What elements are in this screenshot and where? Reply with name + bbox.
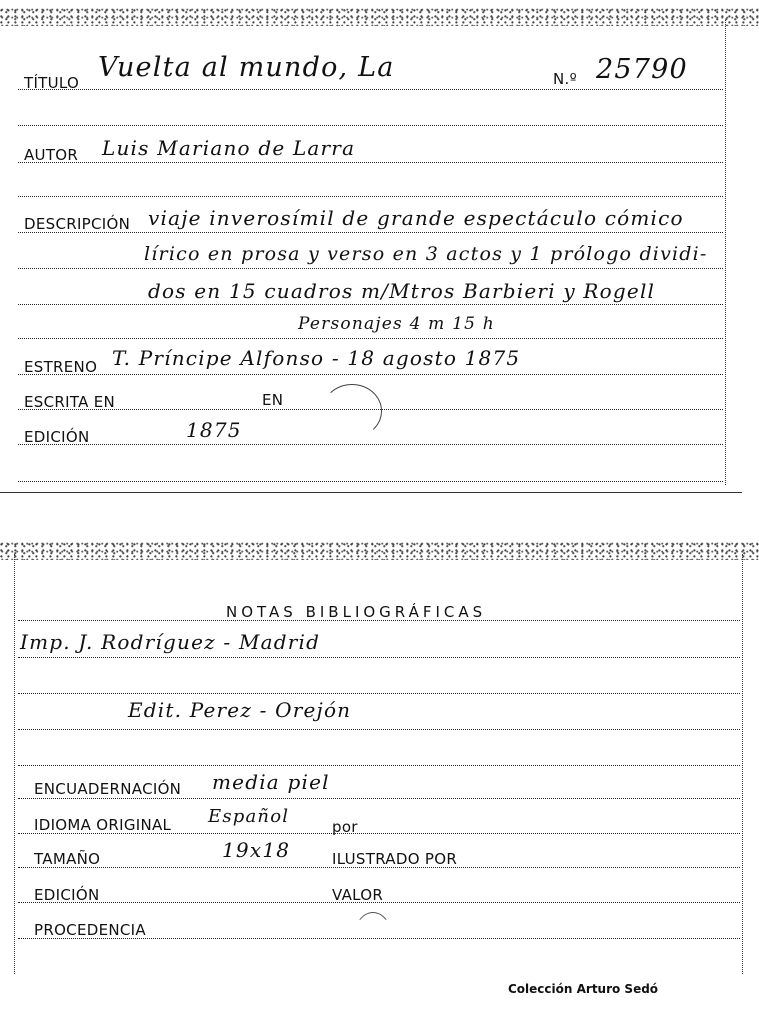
stamp-mark	[352, 912, 394, 974]
descripcion-label: DESCRIPCIÓN	[24, 215, 131, 233]
encuadernacion-label: ENCUADERNACIÓN	[34, 780, 182, 798]
rule	[18, 444, 723, 445]
rule	[18, 620, 740, 621]
ilustrado-label: ILUSTRADO POR	[332, 850, 458, 868]
titulo-label: TÍTULO	[24, 74, 80, 92]
descripcion-line: lírico en prosa y verso en 3 actos y 1 prólogo dividi-	[144, 243, 708, 265]
procedencia-label: PROCEDENCIA	[34, 921, 146, 939]
card-left-border	[14, 554, 15, 974]
collection-footer: Colección Arturo Sedó	[508, 982, 659, 996]
rule	[18, 657, 740, 658]
notes-line: Imp. J. Rodríguez - Madrid	[20, 630, 321, 654]
card-separator	[0, 492, 742, 493]
card-top-edge	[0, 8, 759, 26]
card-top-edge	[0, 542, 759, 560]
rule	[18, 125, 723, 126]
rule	[18, 162, 723, 163]
valor-label: VALOR	[332, 886, 384, 904]
autor-value: Luis Mariano de Larra	[102, 136, 356, 160]
rule	[18, 798, 740, 799]
tamano-label: TAMAÑO	[34, 850, 101, 868]
card-right-border	[742, 554, 743, 974]
titulo-value: Vuelta al mundo, La	[98, 52, 395, 83]
rule	[18, 196, 723, 197]
tamano-value: 19x18	[222, 838, 291, 862]
descripcion-line: dos en 15 cuadros m/Mtros Barbieri y Rogell	[148, 279, 656, 303]
rule	[18, 338, 723, 339]
estreno-value: T. Príncipe Alfonso - 18 agosto 1875	[112, 346, 521, 370]
catalog-card-front	[0, 0, 759, 495]
en-label: EN	[262, 391, 284, 409]
card-right-border	[725, 20, 726, 485]
encuadernacion-value: media piel	[212, 770, 330, 794]
edicion-label: EDICIÓN	[24, 428, 90, 446]
edicion-label: EDICIÓN	[34, 886, 100, 904]
por-label: por	[332, 818, 358, 836]
descripcion-line: Personajes 4 m 15 h	[298, 314, 495, 334]
stamp-mark	[322, 384, 382, 438]
rule	[18, 89, 723, 90]
estreno-label: ESTRENO	[24, 358, 98, 376]
rule	[18, 765, 740, 766]
numero-label: N.º	[553, 70, 577, 88]
rule	[18, 374, 723, 375]
idioma-value: Español	[208, 806, 290, 827]
catalog-card-back	[0, 540, 759, 996]
rule	[18, 693, 740, 694]
rule	[18, 304, 723, 305]
rule	[18, 268, 723, 269]
notas-heading: NOTAS BIBLIOGRÁFICAS	[226, 603, 487, 621]
escrita-label: ESCRITA EN	[24, 393, 116, 411]
descripcion-line: viaje inverosímil de grande espectáculo cómico	[148, 206, 684, 230]
rule	[18, 729, 740, 730]
notes-line: Edit. Perez - Orejón	[128, 698, 352, 722]
autor-label: AUTOR	[24, 146, 79, 164]
numero-value: 25790	[596, 54, 688, 85]
edicion-value: 1875	[186, 418, 242, 442]
idioma-label: IDIOMA ORIGINAL	[34, 816, 172, 834]
rule	[18, 481, 723, 482]
